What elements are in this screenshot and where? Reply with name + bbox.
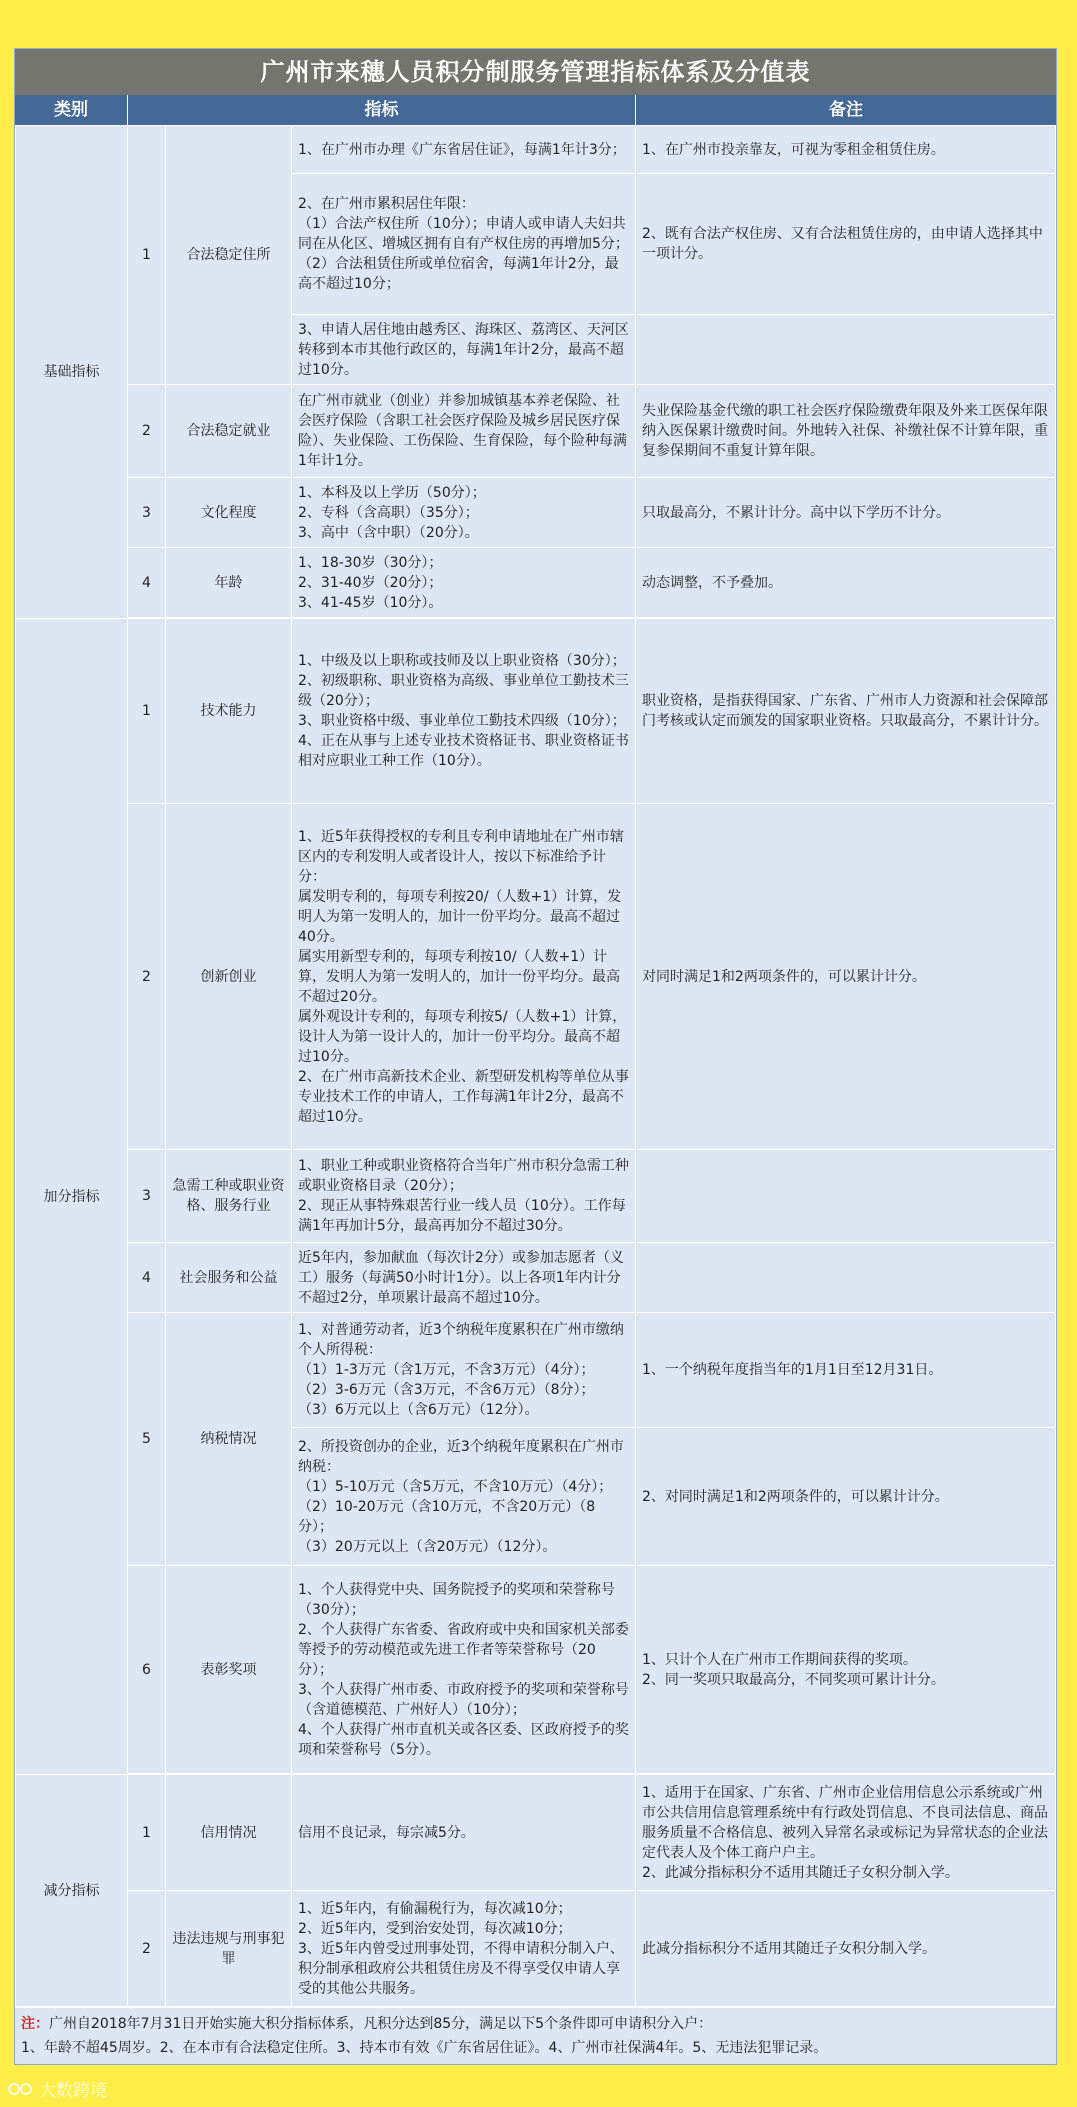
remark-cell: 此减分指标积分不适用其随迁子女积分制入学。: [636, 1891, 1056, 2007]
points-table: [15, 125, 1056, 2007]
category-deduction: 减分指标: [16, 1775, 128, 2007]
remark-cell: 2、对同时满足1和2两项条件的，可以累计计分。: [636, 1428, 1056, 1566]
remark-cell: 职业资格，是指获得国家、广东省、广州市人力资源和社会保障部门考核或认定而颁发的国家职业资格。只取最高分，不累计计分。: [636, 619, 1056, 804]
item-name: 社会服务和公益: [166, 1243, 292, 1313]
table-row: [16, 1150, 1056, 1243]
watermark-text: 大数跨境: [39, 2081, 107, 2101]
header-indicator: 指标: [127, 95, 635, 125]
remark-cell: 失业保险基金代缴的职工社会医疗保险缴费年限及外来工医保年限纳入医保累计缴费时间。外地转入社保、补缴社保不计算年限，重复参保期间不重复计算年限。: [636, 385, 1056, 478]
remark-cell: [636, 315, 1056, 385]
remark-cell: 1、只计个人在广州市工作期间获得的奖项。 2、同一奖项只取最高分，不同奖项可累计计分。: [636, 1566, 1056, 1774]
footer-note: [15, 2007, 1056, 2062]
footer-text-1: 广州自2018年7月31日开始实施大积分指标体系，凡积分达到85分，满足以下5个条件即可申请积分入户：: [49, 2016, 713, 2032]
item-name: 文化程度: [166, 478, 292, 548]
table-row: [16, 1566, 1056, 1774]
remark-cell: 动态调整，不予叠加。: [636, 548, 1056, 618]
table-row: [16, 1775, 1056, 1891]
table-row: [16, 1313, 1056, 1428]
item-name: 急需工种或职业资格、服务行业: [166, 1150, 292, 1243]
item-name: 合法稳定住所: [166, 126, 292, 385]
table-row: [16, 478, 1056, 548]
item-number: 3: [128, 1150, 166, 1243]
indicator-cell: 1、对普通劳动者，近3个纳税年度累积在广州市缴纳个人所得税： （1）1-3万元（含1万元，不含3万元）（4分）； （2）3-6万元（含3万元，不含6万元）（8分）； （3）6万元以上（含6万元）（12分）。: [292, 1313, 636, 1428]
indicator-cell: 近5年内，参加献血（每次计2分）或参加志愿者（义工）服务（每满50小时计1分）。以上各项1年内计分不超过2分，单项累计最高不超过10分。: [292, 1243, 636, 1313]
remark-cell: 对同时满足1和2两项条件的，可以累计计分。: [636, 804, 1056, 1150]
item-name: 表彰奖项: [166, 1566, 292, 1774]
item-name: 创新创业: [166, 804, 292, 1150]
indicator-cell: 1、中级及以上职称或技师及以上职业资格（30分）； 2、初级职称、职业资格为高级、事业单位工勤技术三级（20分）； 3、职业资格中级、事业单位工勤技术四级（10分）； 4、正在从事与上述专业技术资格证书、职业资格证书相对应职业工种工作（10分）。: [292, 619, 636, 804]
category-bonus: 加分指标: [16, 619, 128, 1775]
remark-cell: [636, 1243, 1056, 1313]
remark-cell: 只取最高分，不累计计分。高中以下学历不计分。: [636, 478, 1056, 548]
item-name: 信用情况: [166, 1775, 292, 1891]
indicator-cell: 1、近5年内，有偷漏税行为，每次减10分； 2、近5年内，受到治安处罚，每次减10分； 3、近5年内曾受过刑事处罚，不得申请积分制入户、积分制承租政府公共租赁住房及不得享受仅申请人享受的其他公共服务。: [292, 1891, 636, 2007]
item-number: 5: [128, 1313, 166, 1566]
remark-cell: 1、适用于在国家、广东省、广州市企业信用信息公示系统或广州市公共信用信息管理系统中有行政处罚信息、不良司法信息、商品服务质量不合格信息、被列入异常名录或标记为异常状态的企业法定代表人及个体工商户户主。 2、此减分指标积分不适用其随迁子女积分制入学。: [636, 1775, 1056, 1891]
item-name: 合法稳定就业: [166, 385, 292, 478]
indicator-cell: 3、申请人居住地由越秀区、海珠区、荔湾区、天河区转移到本市其他行政区的，每满1年计2分，最高不超过10分。: [292, 315, 636, 385]
item-number: 1: [128, 619, 166, 804]
item-number: 1: [128, 126, 166, 385]
item-number: 2: [128, 804, 166, 1150]
indicator-cell: 在广州市就业（创业）并参加城镇基本养老保险、社会医疗保险（含职工社会医疗保险及城乡居民医疗保险）、失业保险、工伤保险、生育保险，每个险种每满1年计1分。: [292, 385, 636, 478]
remark-cell: 1、在广州市投亲靠友，可视为零租金租赁住房。: [636, 126, 1056, 174]
table-header: [15, 95, 1056, 125]
indicator-cell: 1、在广州市办理《广东省居住证》，每满1年计3分；: [292, 126, 636, 174]
indicator-cell: 信用不良记录，每宗减5分。: [292, 1775, 636, 1891]
item-name: 纳税情况: [166, 1313, 292, 1566]
item-number: 3: [128, 478, 166, 548]
table-row: [16, 804, 1056, 1150]
item-number: 4: [128, 1243, 166, 1313]
item-number: 6: [128, 1566, 166, 1774]
header-remark: 备注: [635, 95, 1056, 125]
footer-line-1: [21, 2012, 1050, 2036]
item-number: 1: [128, 1775, 166, 1891]
item-number: 2: [128, 1891, 166, 2007]
points-table-sheet: [14, 48, 1057, 2065]
indicator-cell: 1、本科及以上学历（50分）； 2、专科（含高职）（35分）； 3、高中（含中职）（20分）。: [292, 478, 636, 548]
remark-cell: 1、一个纳税年度指当年的1月1日至12月31日。: [636, 1313, 1056, 1428]
page-title: 广州市来穗人员积分制服务管理指标体系及分值表: [15, 49, 1056, 95]
category-basic: 基础指标: [16, 126, 128, 619]
indicator-cell: 1、个人获得党中央、国务院授予的奖项和荣誉称号（30分）； 2、个人获得广东省委、省政府或中央和国家机关部委等授予的劳动模范或先进工作者等荣誉称号（20分）； 3、个人获得广州市委、市政府授予的奖项和荣誉称号（含道德模范、广州好人）（10分）； 4、个人获得广州市直机关或各区委、区政府授予的奖项和荣誉称号（5分）。: [292, 1566, 636, 1774]
table-row: [16, 548, 1056, 618]
table-row: [16, 126, 1056, 174]
item-number: 2: [128, 385, 166, 478]
remark-cell: 2、既有合法产权住房、又有合法租赁住房的，由申请人选择其中一项计分。: [636, 174, 1056, 315]
indicator-cell: 1、近5年获得授权的专利且专利申请地址在广州市辖区内的专利发明人或者设计人，按以下标准给予计分： 属发明专利的，每项专利按20/（人数+1）计算，发明人为第一发明人的，加计一份平均分。最高不超过40分。 属实用新型专利的，每项专利按10/（人数+1）计算，发明人为第一发明人的，加计一份平均分。最高不超过20分。 属外观设计专利的，每项专利按5/（人数+1）计算，设计人为第一设计人的，加计一份平均分。最高不超过10分。 2、在广州市高新技术企业、新型研发机构等单位从事专业技术工作的申请人，工作每满1年计2分，最高不超过10分。: [292, 804, 636, 1150]
table-row: [16, 1891, 1056, 2007]
table-row: [16, 619, 1056, 804]
indicator-cell: 1、职业工种或职业资格符合当年广州市积分急需工种或职业资格目录（20分）； 2、现正从事特殊艰苦行业一线人员（10分）。工作每满1年再加计5分，最高再加分不超过30分。: [292, 1150, 636, 1243]
item-name: 技术能力: [166, 619, 292, 804]
remark-cell: [636, 1150, 1056, 1243]
watermark: [8, 2076, 107, 2101]
watermark-logo-icon: [8, 2080, 34, 2098]
indicator-cell: 1、18-30岁（30分）； 2、31-40岁（20分）； 3、41-45岁（10分）。: [292, 548, 636, 618]
footer-text-2: 1、年龄不超45周岁。2、在本市有合法稳定住所。3、持本市有效《广东省居住证》。4、广州市社保满4年。5、无违法犯罪记录。: [21, 2040, 828, 2056]
note-label: 注：: [21, 2016, 49, 2032]
header-category: 类别: [54, 100, 88, 120]
item-name: 违法违规与刑事犯罪: [166, 1891, 292, 2007]
table-row: [16, 1243, 1056, 1313]
indicator-cell: 2、在广州市累积居住年限： （1）合法产权住所（10分）；申请人或申请人夫妇共同在从化区、增城区拥有自有产权住房的再增加5分； （2）合法租赁住所或单位宿舍，每满1年计2分，最高不超过10分；: [292, 174, 636, 315]
item-number: 4: [128, 548, 166, 618]
table-row: [16, 385, 1056, 478]
item-name: 年龄: [166, 548, 292, 618]
indicator-cell: 2、所投资创办的企业，近3个纳税年度累积在广州市纳税： （1）5-10万元（含5万元，不含10万元）（4分）； （2）10-20万元（含10万元，不含20万元）（8分）； （3）20万元以上（含20万元）（12分）。: [292, 1428, 636, 1566]
